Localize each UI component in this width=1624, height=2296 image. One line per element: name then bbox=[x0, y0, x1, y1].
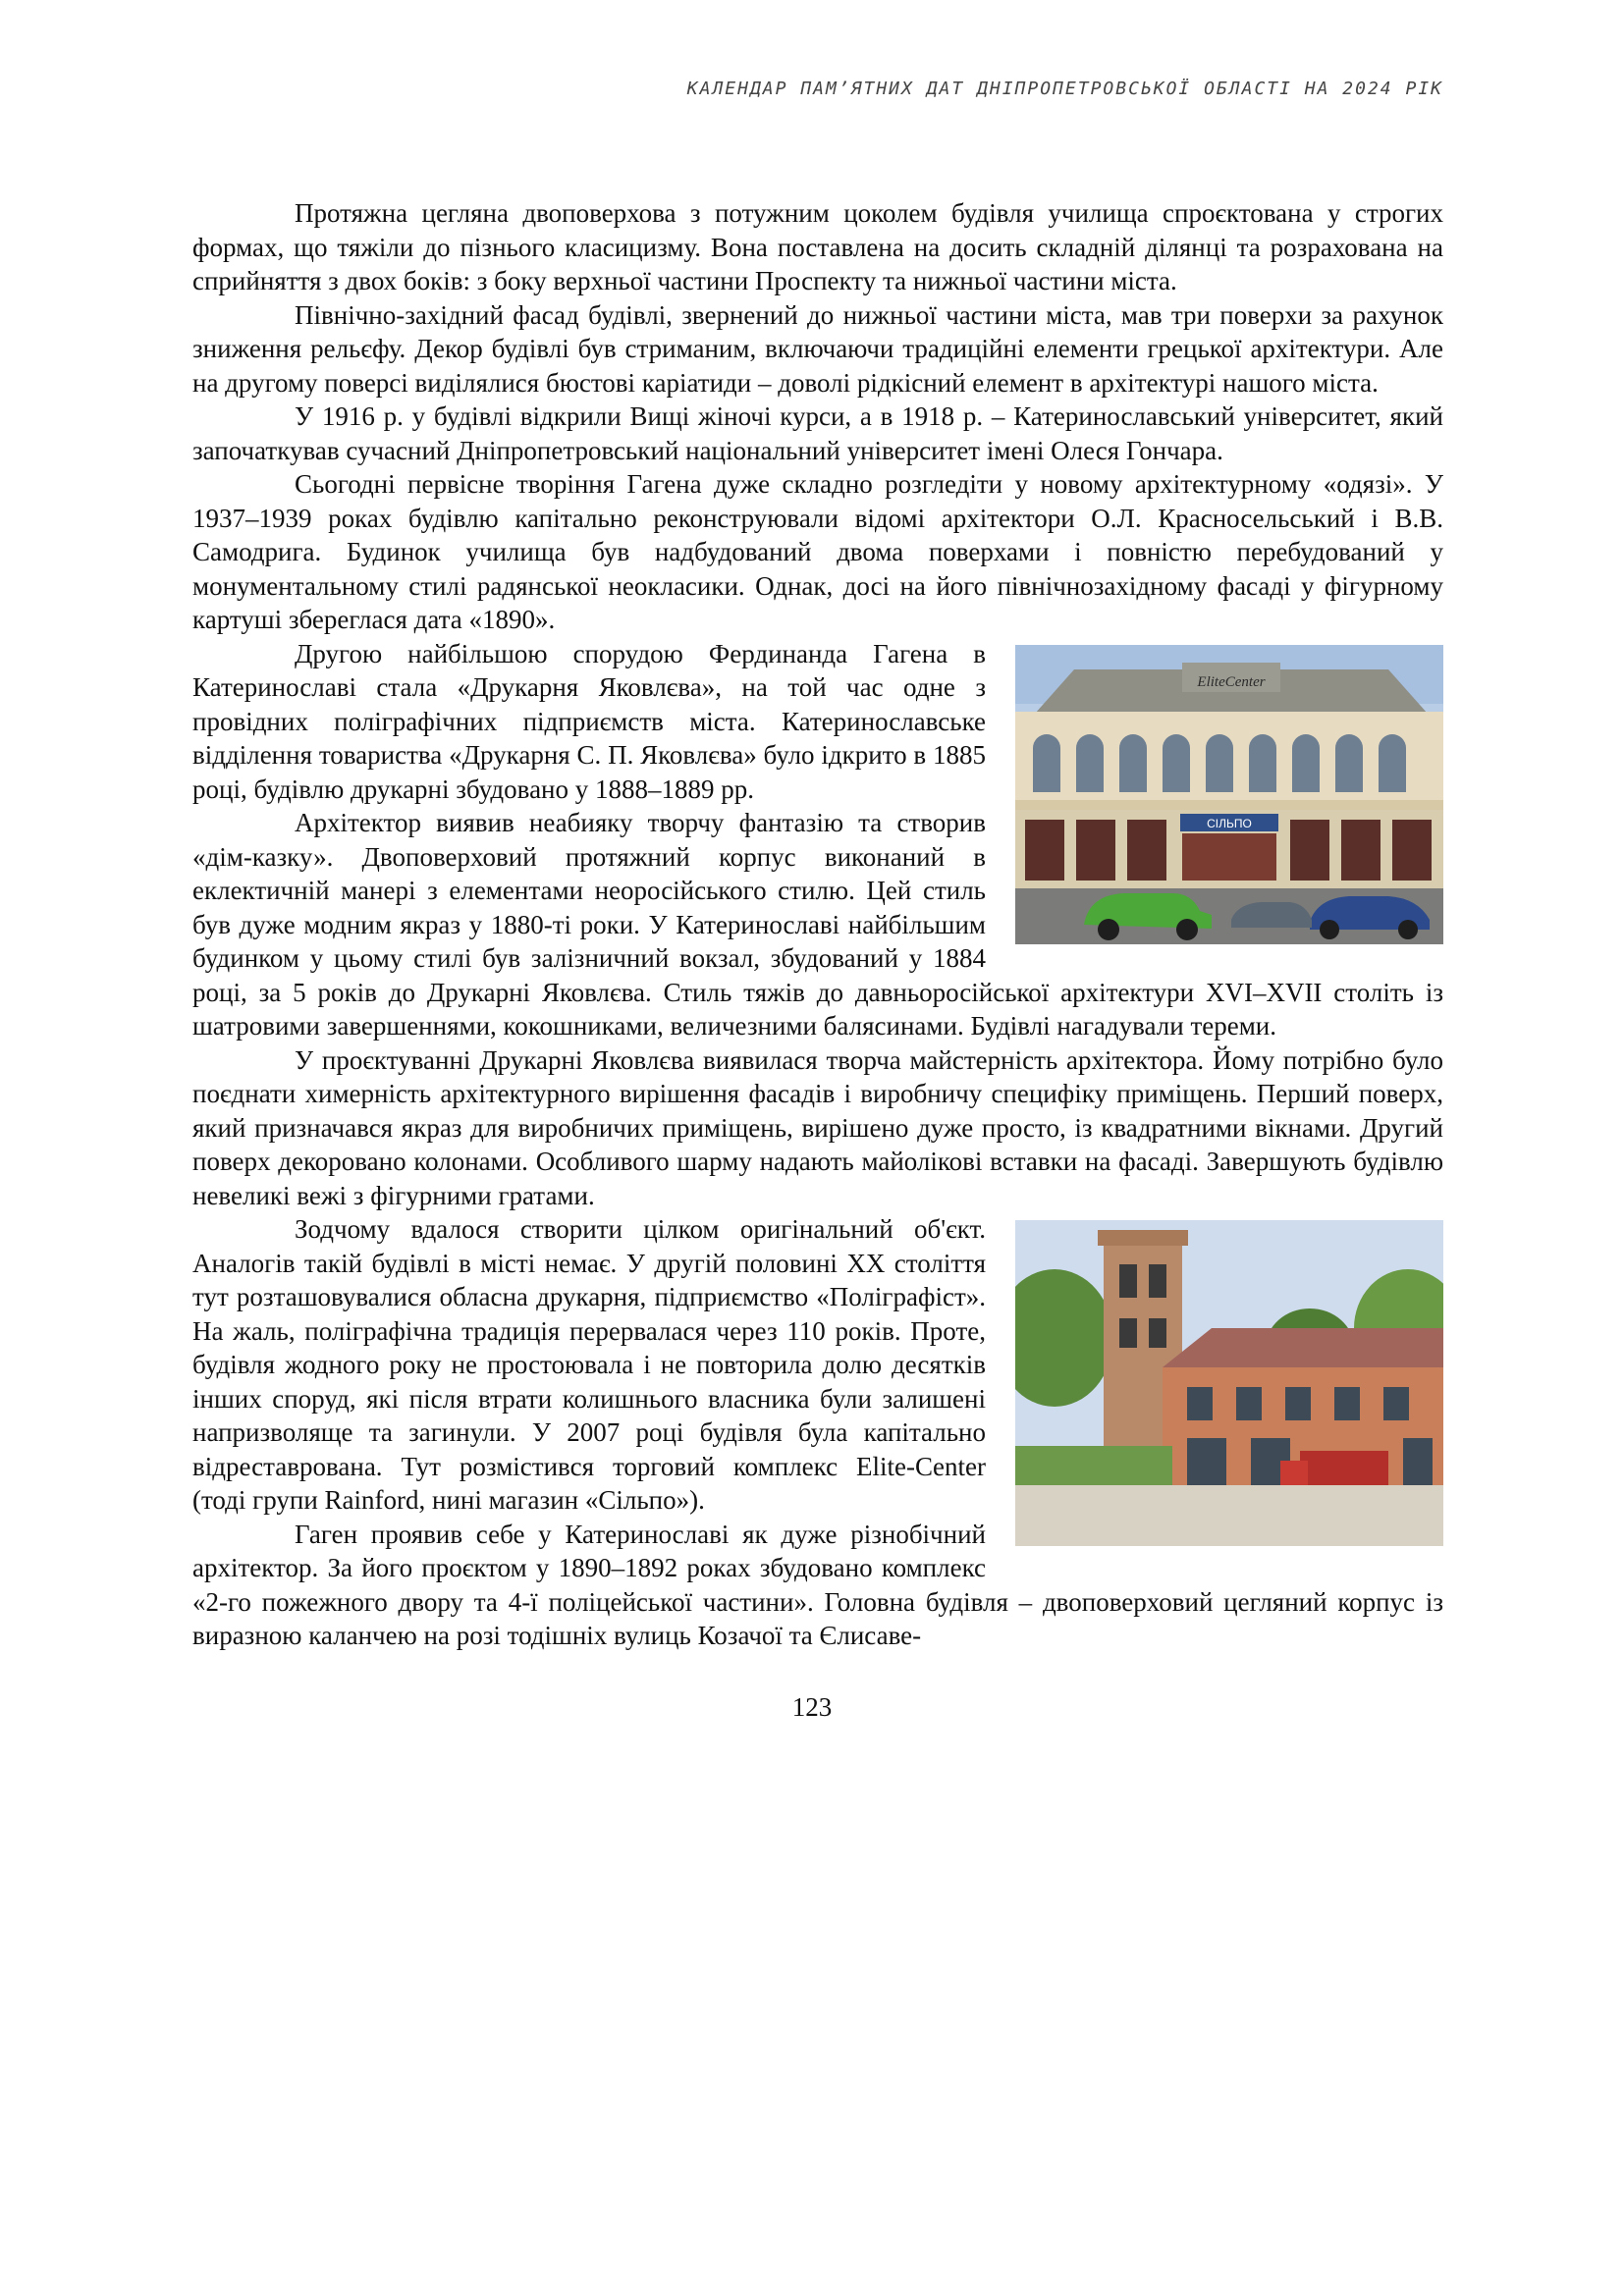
paragraph: Сьогодні первісне творіння Гагена дуже складно розгледіти у новому архітектурному «одязі». У 1937–1939 роках будівлю капітально реконструювали відомі архітектори О.Л. Красносельський і В.В. Самодрига. Будинок училища був надбудований двома поверхами і повністю перебудований у монументальному стилі радянської неокласики. Однак, досі на його північнозахідному фасаді у фігурному картуші збереглася дата «1890». bbox=[192, 469, 1443, 634]
paragraph: У проєктуванні Друкарні Яковлєва виявилася творча майстерність архітектора. Йому потрібно було поєднати химерність архітектурного вирішення фасадів і виробничу специфіку приміщень. Перший поверх, який призначався якраз для виробничих приміщень, вирішено дуже просто, із квадратними вікнами. Другий поверх декоровано колонами. Особливого шарму надають майолікові вставки на фасаді. Завершують будівлю невеликі вежі з фігурними гратами. bbox=[192, 1044, 1443, 1210]
paragraph: Архітектор виявив неабияку творчу фантазію та створив «дім-казку». Двоповерховий протяжний корпус виконаний в еклектичній манері з елементами неоросійського стилю. Цей стиль був дуже модним якраз у 1880-ті роки. У Катеринославі найбільшим будинком у цьому стилі був залізничний вокзал, збудований у 1884 році, за 5 років до Друкарні Яковлєва. Стиль тяжів до давньоросійської архітектури XVI–XVII століть із шатровими завершеннями, кокошниками, величезними балясинами. Будівлі нагадували тереми. bbox=[192, 808, 1443, 1041]
page-number: 123 bbox=[791, 1692, 833, 1722]
paragraph: Другою найбільшою спорудою Фердинанда Гагена в Катеринославі стала «Друкарня Яковлєва», на той час одне з провідних поліграфічних підприємств міста. Катеринославське відділення товариства «Друкарня С. П. Яковлєва» було ідкрито в 1885 році, будівлю друкарні збудовано у 1888–1889 рр. bbox=[192, 638, 986, 804]
photo-fire-station bbox=[1015, 1220, 1443, 1546]
paragraph: Північно-західний фасад будівлі, звернений до нижньої частини міста, мав три поверхи за рахунок зниження рельєфу. Декор будівлі був стриманим, включаючи традиційні елементи грецької архітектури. Але на другому поверсі виділялися бюстові каріатиди – доволі рідкісний елемент в архітектурі нашого міста. bbox=[192, 299, 1443, 398]
paragraph: Зодчому вдалося створити цілком оригінальний об'єкт. Аналогів такій будівлі в місті немає. У другій половині XX століття тут розташовувалися обласна друкарня, підприємство «Поліграфіст». На жаль, поліграфічна традиція перервалася через 110 років. Проте, будівля жодного року не простоювала і не повторила долю десятків інших споруд, які після втрати колишнього власника були залишені напризволяще та загинули. У 2007 році будівля була капітально відреставрована. Тут розмістився торговий комплекс Elite-Center (тоді групи Rainford, нині магазин «Сільпо»). bbox=[192, 1214, 986, 1515]
page-body bbox=[192, 196, 1443, 1653]
paragraph: Протяжна цегляна двоповерхова з потужним цоколем будівля училища спроєктована у строгих формах, що тяжіли до пізнього класицизму. Вона поставлена на досить складній ділянці та розрахована на сприйняття з двох боків: з боку верхньої частини Проспекту та нижньої частини міста. bbox=[192, 198, 1443, 295]
silpo-sign: СІЛЬПО bbox=[1207, 816, 1252, 830]
elite-center-sign: EliteCenter bbox=[1197, 673, 1266, 690]
running-header: КАЛЕНДАР ПАМ’ЯТНИХ ДАТ ДНІПРОПЕТРОВСЬКОЇ ОБЛАСТІ НА 2024 РІК bbox=[686, 79, 1443, 99]
paragraph: У 1916 р. у будівлі відкрили Вищі жіночі курси, а в 1918 р. – Катеринославський університет, який започаткував сучасний Дніпропетровський національний університет імені Олеся Гончара. bbox=[192, 401, 1443, 465]
paragraph: Гаген проявив себе у Катеринославі як дуже різнобічний архітектор. За його проєктом у 1890–1892 роках збудовано комплекс «2-го пожежного двору та 4-ї поліцейської частини». Головна будівля – двоповерховий цегляний корпус із виразною каланчею на розі тодішніх вулиць Козачої та Єлисаве- bbox=[192, 1519, 1443, 1650]
photo-printing-house bbox=[1015, 645, 1443, 944]
